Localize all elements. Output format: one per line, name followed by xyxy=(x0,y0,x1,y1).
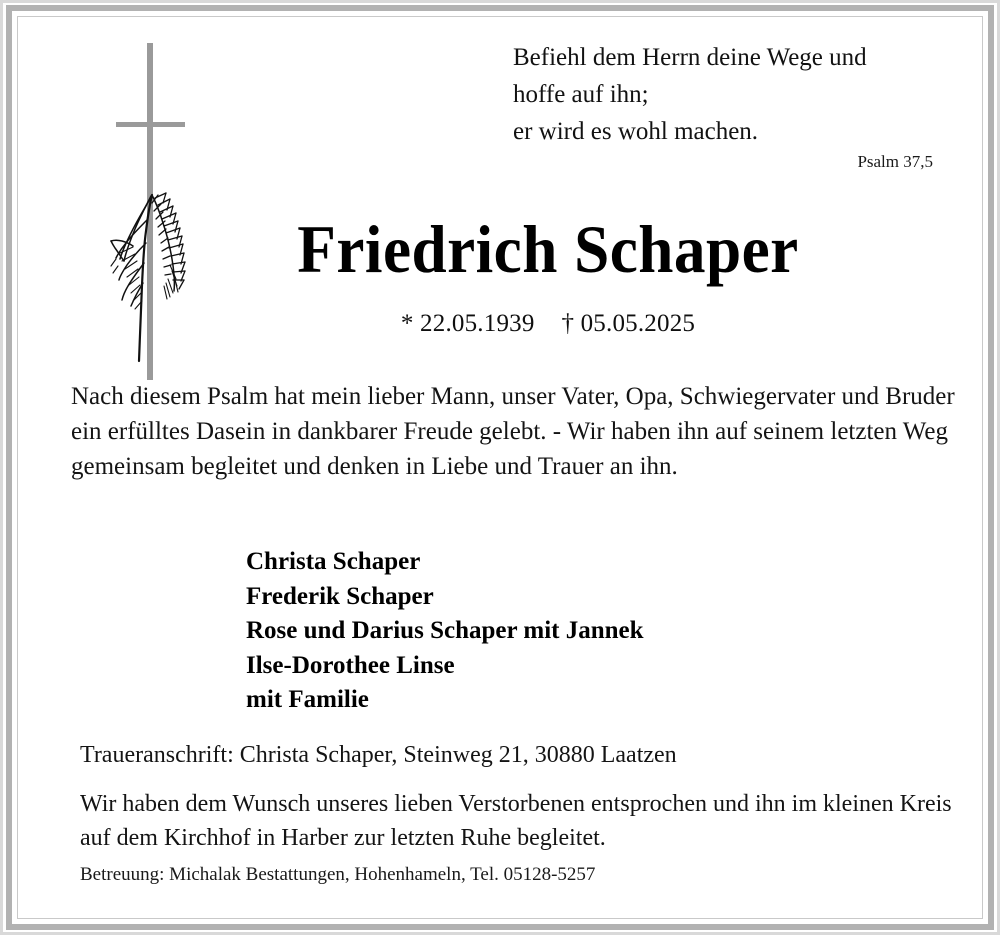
verse-line-2: hoffe auf ihn; xyxy=(513,81,649,108)
survivor-4: Ilse-Dorothee Linse xyxy=(246,651,455,679)
verse-line-3: er wird es wohl machen. xyxy=(513,118,759,145)
survivors-list xyxy=(246,545,886,718)
survivor-3: Rose und Darius Schaper mit Jannek xyxy=(246,617,644,644)
survivor-1: Christa Schaper xyxy=(246,548,421,575)
cross-with-wheat-emblem xyxy=(80,35,210,385)
death-date: 05.05.2025 xyxy=(580,310,696,337)
notice-content xyxy=(18,17,982,918)
survivor-2: Frederik Schaper xyxy=(246,582,434,610)
deceased-name: Friedrich Schaper xyxy=(297,211,799,287)
life-dates xyxy=(198,310,898,338)
survivor-5: mit Familie xyxy=(246,686,369,713)
birth-symbol: * xyxy=(400,310,414,337)
funeral-home-credit: Betreuung: Michalak Bestattungen, Hohenhameln, Tel. 05128-5257 xyxy=(80,864,596,885)
latin-cross-icon xyxy=(116,43,185,380)
mourning-address: Traueranschrift: Christa Schaper, Steinweg 21, 30880 Laatzen xyxy=(80,742,677,768)
birth-date: 22.05.1939 xyxy=(420,310,535,337)
verse-source: Psalm 37,5 xyxy=(857,152,933,171)
verse-line-1: Befiehl dem Herrn deine Wege und xyxy=(513,44,867,71)
mourning-message: Nach diesem Psalm hat mein lieber Mann, unser Vater, Opa, Schwiegervater und Bruder ein erfülltes Dasein in dankbarer Freude gelebt. - Wir haben ihn auf seinem letzten Weg gemeinsam begleitet und denken in Liebe und Trauer an ihn. xyxy=(71,383,955,480)
burial-note: Wir haben dem Wunsch unseres lieben Verstorbenen entsprochen und ihn im kleinen Kreis auf dem Kirchhof in Harber zur letzten Ruhe begleitet. xyxy=(80,791,952,851)
bible-verse xyxy=(513,39,933,150)
death-symbol: † xyxy=(561,310,575,337)
